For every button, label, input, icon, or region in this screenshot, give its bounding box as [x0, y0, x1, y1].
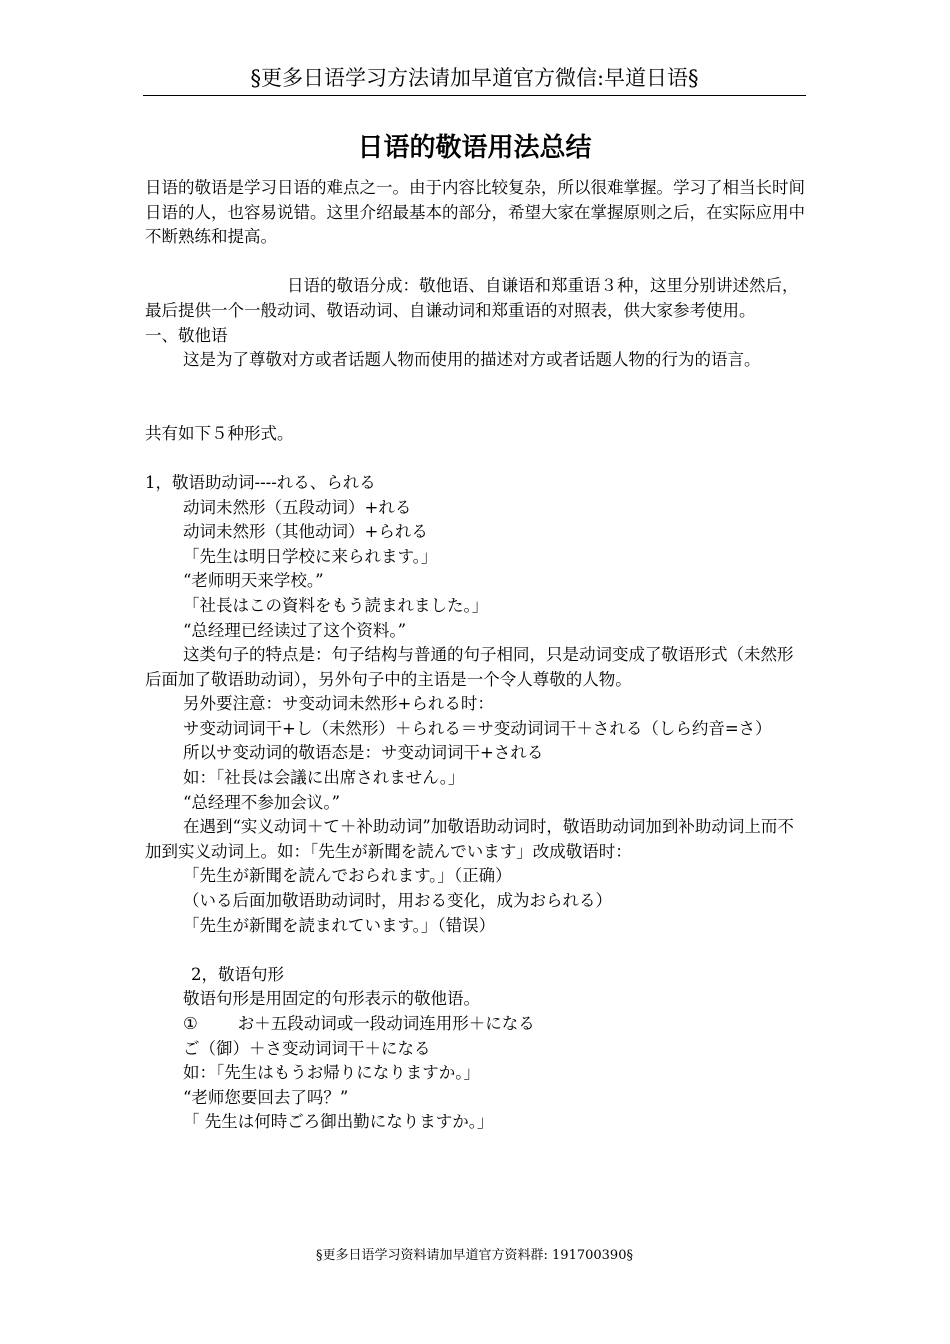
example-chinese: “老师您要回去了吗？”	[183, 1087, 349, 1107]
spacer	[145, 938, 807, 963]
example-chinese: “老师明天来学校。”	[183, 571, 324, 591]
sa-rule-paragraph: サ变动词词干+し（未然形）＋られる＝サ变动词词干＋される（しら约音=さ）	[183, 718, 772, 738]
intro-paragraph: 日语的敬语是学习日语的难点之一。由于内容比较复杂，所以很难掌握。学习了相当长时间日语的人，也容易说错。这里介绍最基本的部分，希望大家在掌握原则之后，在实际应用中不断熟练和提高。	[145, 178, 805, 247]
document-title: 日语的敬语用法总结	[357, 133, 592, 163]
rule-line: 动词未然形（五段动词）+れる	[183, 497, 412, 517]
pattern-number: ①	[183, 1014, 198, 1033]
note-line: 另外要注意：サ变动词未然形+られる时：	[183, 694, 494, 714]
aux-rule-paragraph: 在遇到“实义动词＋て＋补助动词”加敬语助动词时，敬语助动词加到补助动词上而不加到实义动词上。如：「先生が新聞を読んでいます」改成敬语时：	[145, 817, 794, 861]
example-japanese: 「先生は明日学校に来られます。」	[183, 546, 438, 566]
page-header: §更多日语学习方法请加早道官方微信:早道日语§	[143, 64, 806, 96]
page-footer: §更多日语学习资料请加早道官方资料群: 191700390§	[316, 1248, 633, 1263]
pattern-line: ご（御）＋さ变动词词干＋になる	[183, 1038, 431, 1058]
section-description: 这是为了尊敬对方或者话题人物而使用的描述对方或者话题人物的行为的语言。	[183, 350, 761, 370]
example-chinese: “总经理不参加会议。”	[183, 792, 341, 812]
example-japanese: 如：「先生はもうお帰りになりますか。」	[183, 1063, 480, 1083]
part1-heading: 1，敬语助动词----れる、られる	[145, 472, 376, 492]
example-japanese: 如：「社長は会議に出席されません。」	[183, 768, 465, 788]
spacer	[145, 373, 807, 422]
example-chinese: “总经理已经读过了这个资料。”	[183, 620, 407, 640]
part2-heading: 2，敬语句形	[191, 964, 284, 984]
pattern-text: お＋五段动词或一段动词连用形＋になる	[237, 1014, 535, 1033]
document-body	[145, 176, 807, 1135]
example-wrong: 「先生が新聞を読まれています。」（错误）	[183, 915, 496, 935]
spacer	[145, 446, 807, 471]
spacer	[145, 250, 807, 275]
example-note: （いる后面加敬语助动词时，用おる变化，成为おられる）	[183, 891, 612, 911]
forms-intro: 共有如下５种形式。	[145, 423, 294, 443]
sa-conclusion: 所以サ变动词的敬语态是：サ变动词词干+される	[183, 743, 544, 763]
part2-description: 敬语句形是用固定的句形表示的敬他语。	[183, 989, 480, 1009]
pattern-line	[145, 1012, 807, 1037]
overview-paragraph: 日语的敬语分成：敬他语、自谦语和郑重语３种，这里分别讲述然后，最后提供一个一般动词、敬语动词、自谦动词和郑重语的对照表，供大家参考使用。	[145, 276, 799, 320]
section-heading-honorific: 一、敬他语	[145, 325, 228, 345]
example-japanese: 「 先生は何時ごろ御出勤になりますか。」	[183, 1112, 494, 1132]
feature-paragraph: 这类句子的特点是：句子结构与普通的句子相同，只是动词变成了敬语形式（未然形后面加了敬语助动词），另外句子中的主语是一个令人尊敬的人物。	[145, 645, 794, 689]
example-correct: 「先生が新聞を読んでおられます。」（正确）	[183, 866, 512, 886]
example-japanese: 「社長はこの資料をもう読まれました。」	[183, 595, 489, 615]
rule-line: 动词未然形（其他动词）+られる	[183, 522, 428, 542]
